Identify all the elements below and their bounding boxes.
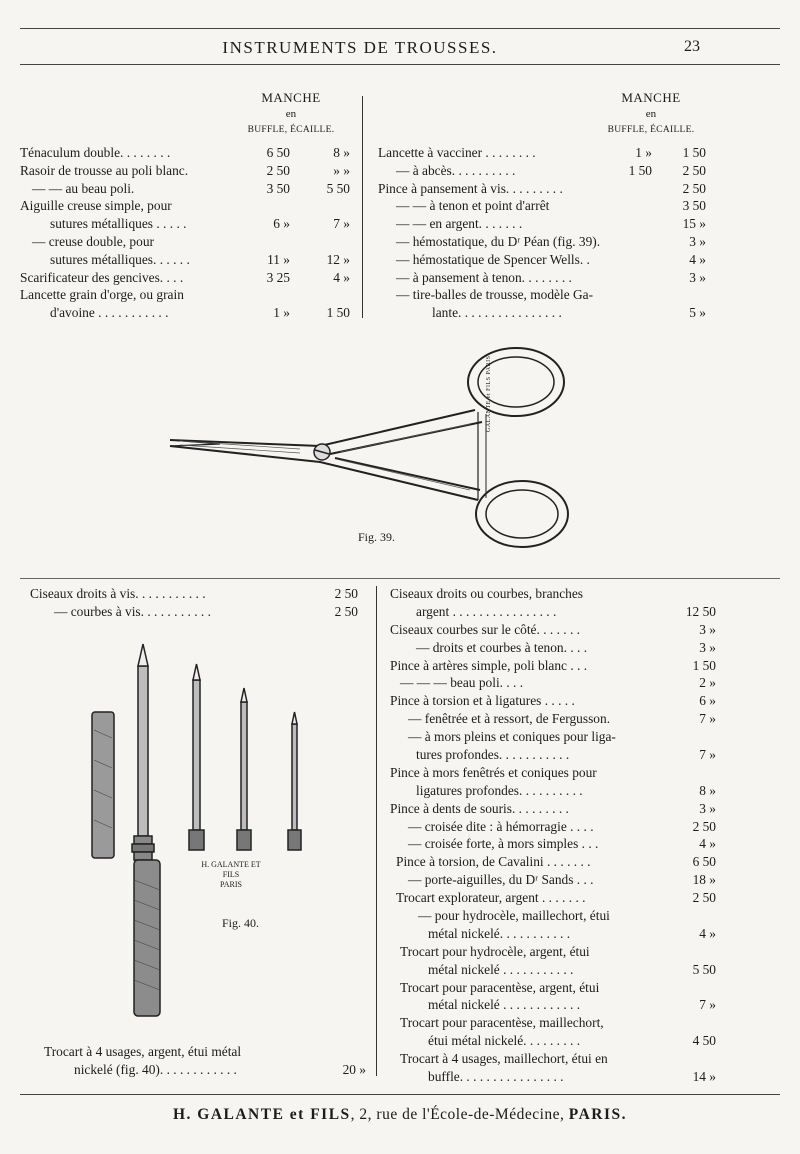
list-item: — — — beau poli. . . . 2 » [400,675,716,691]
list-item: Lancette grain d'orge, ou grain [20,287,184,303]
lower-column-divider [376,586,377,1076]
list-item: — porte-aiguilles, du Dʳ Sands . . . 18 » [408,872,716,888]
list-item: Lancette à vacciner . . . . . . . . 1 » 1 50 [378,145,706,160]
forceps-engraving: GALANTE et FILS PARIS [486,355,492,432]
list-item: Ciseaux courbes sur le côté. . . . . . . 3 » [390,621,716,637]
list-item: sutures métalliques. . . . . . 11 » 12 » [50,251,350,267]
top-rule [20,28,780,29]
list-item: — — à tenon et point d'arrêt 3 50 [396,198,706,214]
list-item: buffle. . . . . . . . . . . . . . . . 14 » [428,1069,716,1085]
maker-line-2: PARIS [220,880,242,889]
upper-right-list [378,144,706,322]
list-item: Trocart pour paracentèse, argent, étui [400,979,600,995]
fig-39-caption: Fig. 39. [358,530,396,544]
section-rule [20,578,780,579]
firm-name: H. GALANTE et FILS [172,1106,351,1123]
list-item: — courbes à vis. . . . . . . . . . . 2 50 [54,604,358,619]
list-item: argent . . . . . . . . . . . . . . . . 12 50 [416,603,716,619]
lower-left-list-bottom [44,1043,366,1079]
list-item: — croisée forte, à mors simples . . . 4 » [408,836,716,852]
list-item: métal nickelé . . . . . . . . . . . . 7 » [428,997,716,1013]
list-item: ligatures profondes. . . . . . . . . . 8 » [416,782,716,798]
heading-en: en [285,108,297,120]
header-rule [20,64,780,65]
trocar-illustration [80,640,330,1030]
forceps-illustration [160,340,580,560]
lower-right-list [390,585,716,1086]
publisher-footer [0,1106,800,1124]
list-item: Ciseaux droits à vis. . . . . . . . . . . 2 50 [30,586,358,601]
list-item: Scarificateur des gencives. . . . 3 25 4 » [20,269,350,285]
list-item: lante. . . . . . . . . . . . . . . . 5 » [432,305,706,321]
list-item: tures profondes. . . . . . . . . . . 7 » [416,747,716,763]
lower-left-list-top [30,585,358,621]
list-item: Pince à dents de souris. . . . . . . . . 3 » [390,800,716,816]
list-item: — à pansement à tenon. . . . . . . . 3 » [396,269,706,285]
upper-left-list [20,144,350,322]
page-number: 23 [684,38,700,55]
list-item: — pour hydrocèle, maillechort, étui [418,908,610,924]
heading-en: en [645,108,657,120]
heading-materials: BUFFLE, ÉCAILLE. [607,125,695,135]
list-item: — à abcès. . . . . . . . . . 1 50 2 50 [396,162,706,178]
maker-line-1: H. GALANTE ET FILS [201,860,261,879]
list-item: métal nickelé. . . . . . . . . . . 4 » [428,925,716,941]
right-column-heading [596,90,706,138]
list-item: sutures métalliques . . . . . 6 » 7 » [50,216,350,232]
firm-address: , 2, rue de l'École-de-Médecine, [350,1106,569,1123]
list-item: Pince à torsion, de Cavalini . . . . . . . 6 50 [396,854,716,870]
firm-city: PARIS. [568,1106,628,1123]
list-item: — fenêtrée et à ressort, de Fergusson. 7 » [408,711,716,727]
list-item: Pince à mors fenêtrés et coniques pour [390,764,597,780]
list-item: Pince à artères simple, poli blanc . . . 1 50 [390,657,716,673]
heading-manche: MANCHE [621,90,681,105]
list-item: Trocart pour hydrocèle, argent, étui [400,943,590,959]
list-item: — creuse double, pour [32,233,154,249]
fig-40-caption: Fig. 40. [222,916,260,930]
list-item: Trocart explorateur, argent . . . . . . . 2 50 [396,890,716,906]
heading-materials: BUFFLE, ÉCAILLE. [247,125,335,135]
list-item: Ténaculum double. . . . . . . . 6 50 8 » [20,145,350,160]
list-item: étui métal nickelé. . . . . . . . . 4 50 [428,1033,716,1049]
list-item: — droits et courbes à tenon. . . . 3 » [416,639,716,655]
list-item: Pince à pansement à vis. . . . . . . . . 2 50 [378,180,706,196]
list-item: métal nickelé . . . . . . . . . . . 5 50 [428,961,716,977]
list-item: nickelé (fig. 40). . . . . . . . . . . . 20 » [74,1062,366,1077]
heading-manche: MANCHE [261,90,321,105]
list-item: — hémostatique, du Dʳ Péan (fig. 39). 3 » [396,233,706,249]
list-item: Trocart à 4 usages, argent, étui métal [44,1044,242,1059]
upper-column-divider [362,96,363,318]
list-item: Trocart à 4 usages, maillechort, étui en [400,1051,608,1067]
list-item: — — au beau poli. 3 50 5 50 [32,180,350,196]
list-item: — croisée dite : à hémorragie . . . . 2 50 [408,818,716,834]
list-item: — tire-balles de trousse, modèle Ga- [396,287,594,303]
list-item: — — en argent. . . . . . . 15 » [396,216,706,232]
list-item: Rasoir de trousse au poli blanc. 2 50 » » [20,162,350,178]
list-item: — hémostatique de Spencer Wells. . 4 » [396,251,706,267]
list-item: — à mors pleins et coniques pour liga- [408,729,616,745]
list-item: d'avoine . . . . . . . . . . . 1 » 1 50 [50,305,350,321]
page-title: INSTRUMENTS DE TROUSSES. [222,38,498,57]
footer-rule [20,1094,780,1095]
left-column-heading [236,90,346,138]
list-item: Ciseaux droits ou courbes, branches [390,586,584,601]
list-item: Pince à torsion et à ligatures . . . . . 6 » [390,693,716,709]
list-item: Trocart pour paracentèse, maillechort, [400,1015,604,1031]
trocar-maker-mark [196,860,266,890]
list-item: Aiguille creuse simple, pour [20,198,172,214]
